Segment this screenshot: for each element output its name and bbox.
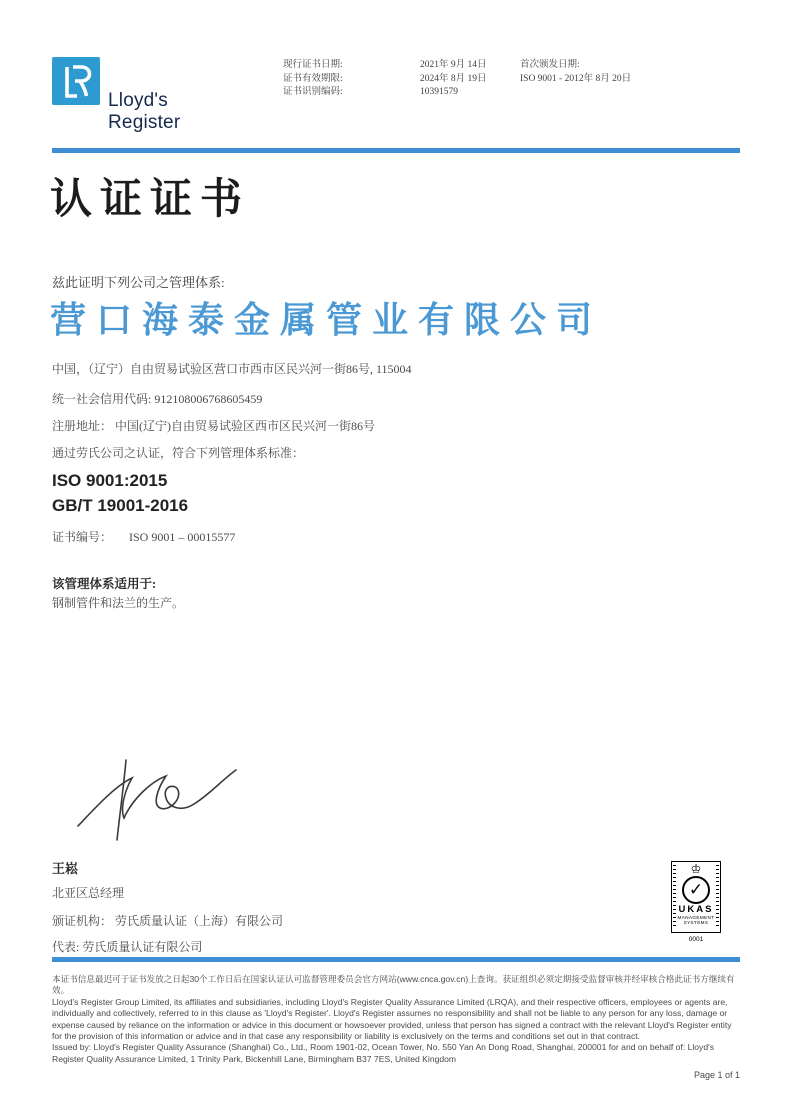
ukas-ticks-right xyxy=(716,865,719,929)
intro-line: 兹此证明下列公司之管理体系: xyxy=(52,275,225,290)
expiry-date-row xyxy=(283,73,487,87)
brand-name xyxy=(108,90,180,134)
current-issue-date-label: 现行证书日期: xyxy=(283,60,343,70)
crown-icon: ♔ xyxy=(690,862,702,876)
bottom-divider xyxy=(52,957,740,962)
certificate-number xyxy=(52,528,235,545)
signatory-role: 北亚区总经理 xyxy=(52,886,125,900)
certificate-number-label: 证书编号： xyxy=(52,530,113,544)
signatory-name: 王崧 xyxy=(52,861,79,876)
brand-line2: Register xyxy=(108,112,181,133)
certificate-id-value: 10391579 xyxy=(420,87,458,97)
current-issue-date-value: 2021年 9月 14日 xyxy=(420,60,487,70)
expiry-date-label: 证书有效期限: xyxy=(283,73,343,84)
standard-iso: ISO 9001:2015 xyxy=(52,471,168,490)
first-issue-date-value: ISO 9001 - 2012年 8月 20日 xyxy=(520,73,632,84)
issuing-body: 颁证机构： 劳氏质量认证（上海）有限公司 xyxy=(52,914,284,928)
first-issue-date-label: 首次颁发日期: xyxy=(520,60,580,70)
lloyds-register-logo xyxy=(52,57,100,105)
ukas-subtitle-line1: MANAGEMENT xyxy=(677,915,715,920)
standard-gbt: GB/T 19001-2016 xyxy=(52,496,189,515)
first-issue-date xyxy=(520,59,631,86)
ukas-number: 0001 xyxy=(688,936,704,943)
company-name: 营口海泰金属管业有限公司 xyxy=(50,300,603,340)
cn-disclaimer: 本证书信息最迟可于证书发放之日起30个工作日后在国家认证认可监督管理委员会官方网站(www.cnca.gov.cn)上查询。获证组织必须定期接受监督审核并经审核合格此证书方继续有效。 xyxy=(52,974,735,996)
signature-image xyxy=(70,748,250,853)
lr-monogram-icon xyxy=(52,92,100,109)
scope-text: 钢制管件和法兰的生产。 xyxy=(52,596,185,610)
current-issue-date-row xyxy=(283,59,487,73)
page-number: Page 1 of 1 xyxy=(693,1070,740,1080)
scope-heading: 该管理体系适用于: xyxy=(52,577,157,591)
certificate-dates xyxy=(283,59,487,100)
credit-code: 统一社会信用代码: 912108006768605459 xyxy=(52,392,263,406)
approval-line: 通过劳氏公司之认证，符合下列管理体系标准： xyxy=(52,446,305,460)
registered-address: 注册地址： 中国(辽宁)自由贸易试验区西市区民兴河一街86号 xyxy=(52,419,375,433)
ukas-acronym: UKAS xyxy=(678,904,714,915)
ukas-subtitle-line2: SYSTEMS xyxy=(683,920,709,926)
check-circle xyxy=(682,876,710,904)
certificate-title: 认证证书 xyxy=(50,177,251,223)
standards-list xyxy=(52,468,188,518)
certificate-number-value: ISO 9001 – 00015577 xyxy=(129,530,236,544)
ukas-accreditation-mark xyxy=(671,861,721,943)
ukas-ticks-left xyxy=(673,865,676,929)
footer-disclaimers xyxy=(52,974,740,1065)
certificate-id-row xyxy=(283,86,487,100)
ukas-box xyxy=(671,861,721,933)
company-address: 中国，（辽宁）自由贸易试验区营口市西市区民兴河一街86号, 115004 xyxy=(52,362,412,376)
issued-by-line: Issued by: Lloyd's Register Quality Assurance (Shanghai) Co., Ltd., Room 1901-02, Ocean Tower, No. 550 Yan An Dong Road, Shanghai, 200001 for and on behalf of: Lloyd's Register Quality Assurance Limited, 1 Trinity Park, Bickenhill Lane, Birmingham B37 7ES, United Kingdom xyxy=(52,1042,715,1064)
expiry-date-value: 2024年 8月 19日 xyxy=(420,73,487,84)
brand-line1: Lloyd's xyxy=(108,90,168,111)
on-behalf-of: 代表: 劳氏质量认证有限公司 xyxy=(52,940,203,954)
check-icon: ✓ xyxy=(688,879,704,900)
certificate-id-label: 证书识别编码: xyxy=(283,87,343,97)
en-disclaimer: Lloyd's Register Group Limited, its affiliates and subsidiaries, including Lloyd's Register Quality Assurance Limited (LRQA), and their respective officers, employees or agents are, individually and collectively, referred to in this clause as 'Lloyd's Register'. Lloyd's Register assumes no responsibility and shall not be liable to any person for any loss, damage or expense caused by reliance on the information or advice in this document or howsoever provided, unless that person has signed a contract with the relevant Lloyd's Register entity for the provision of this information or advice and in that case any responsibility or liability is exclusively on the terms and conditions set out in that contract. xyxy=(52,996,732,1042)
top-divider xyxy=(52,148,740,153)
